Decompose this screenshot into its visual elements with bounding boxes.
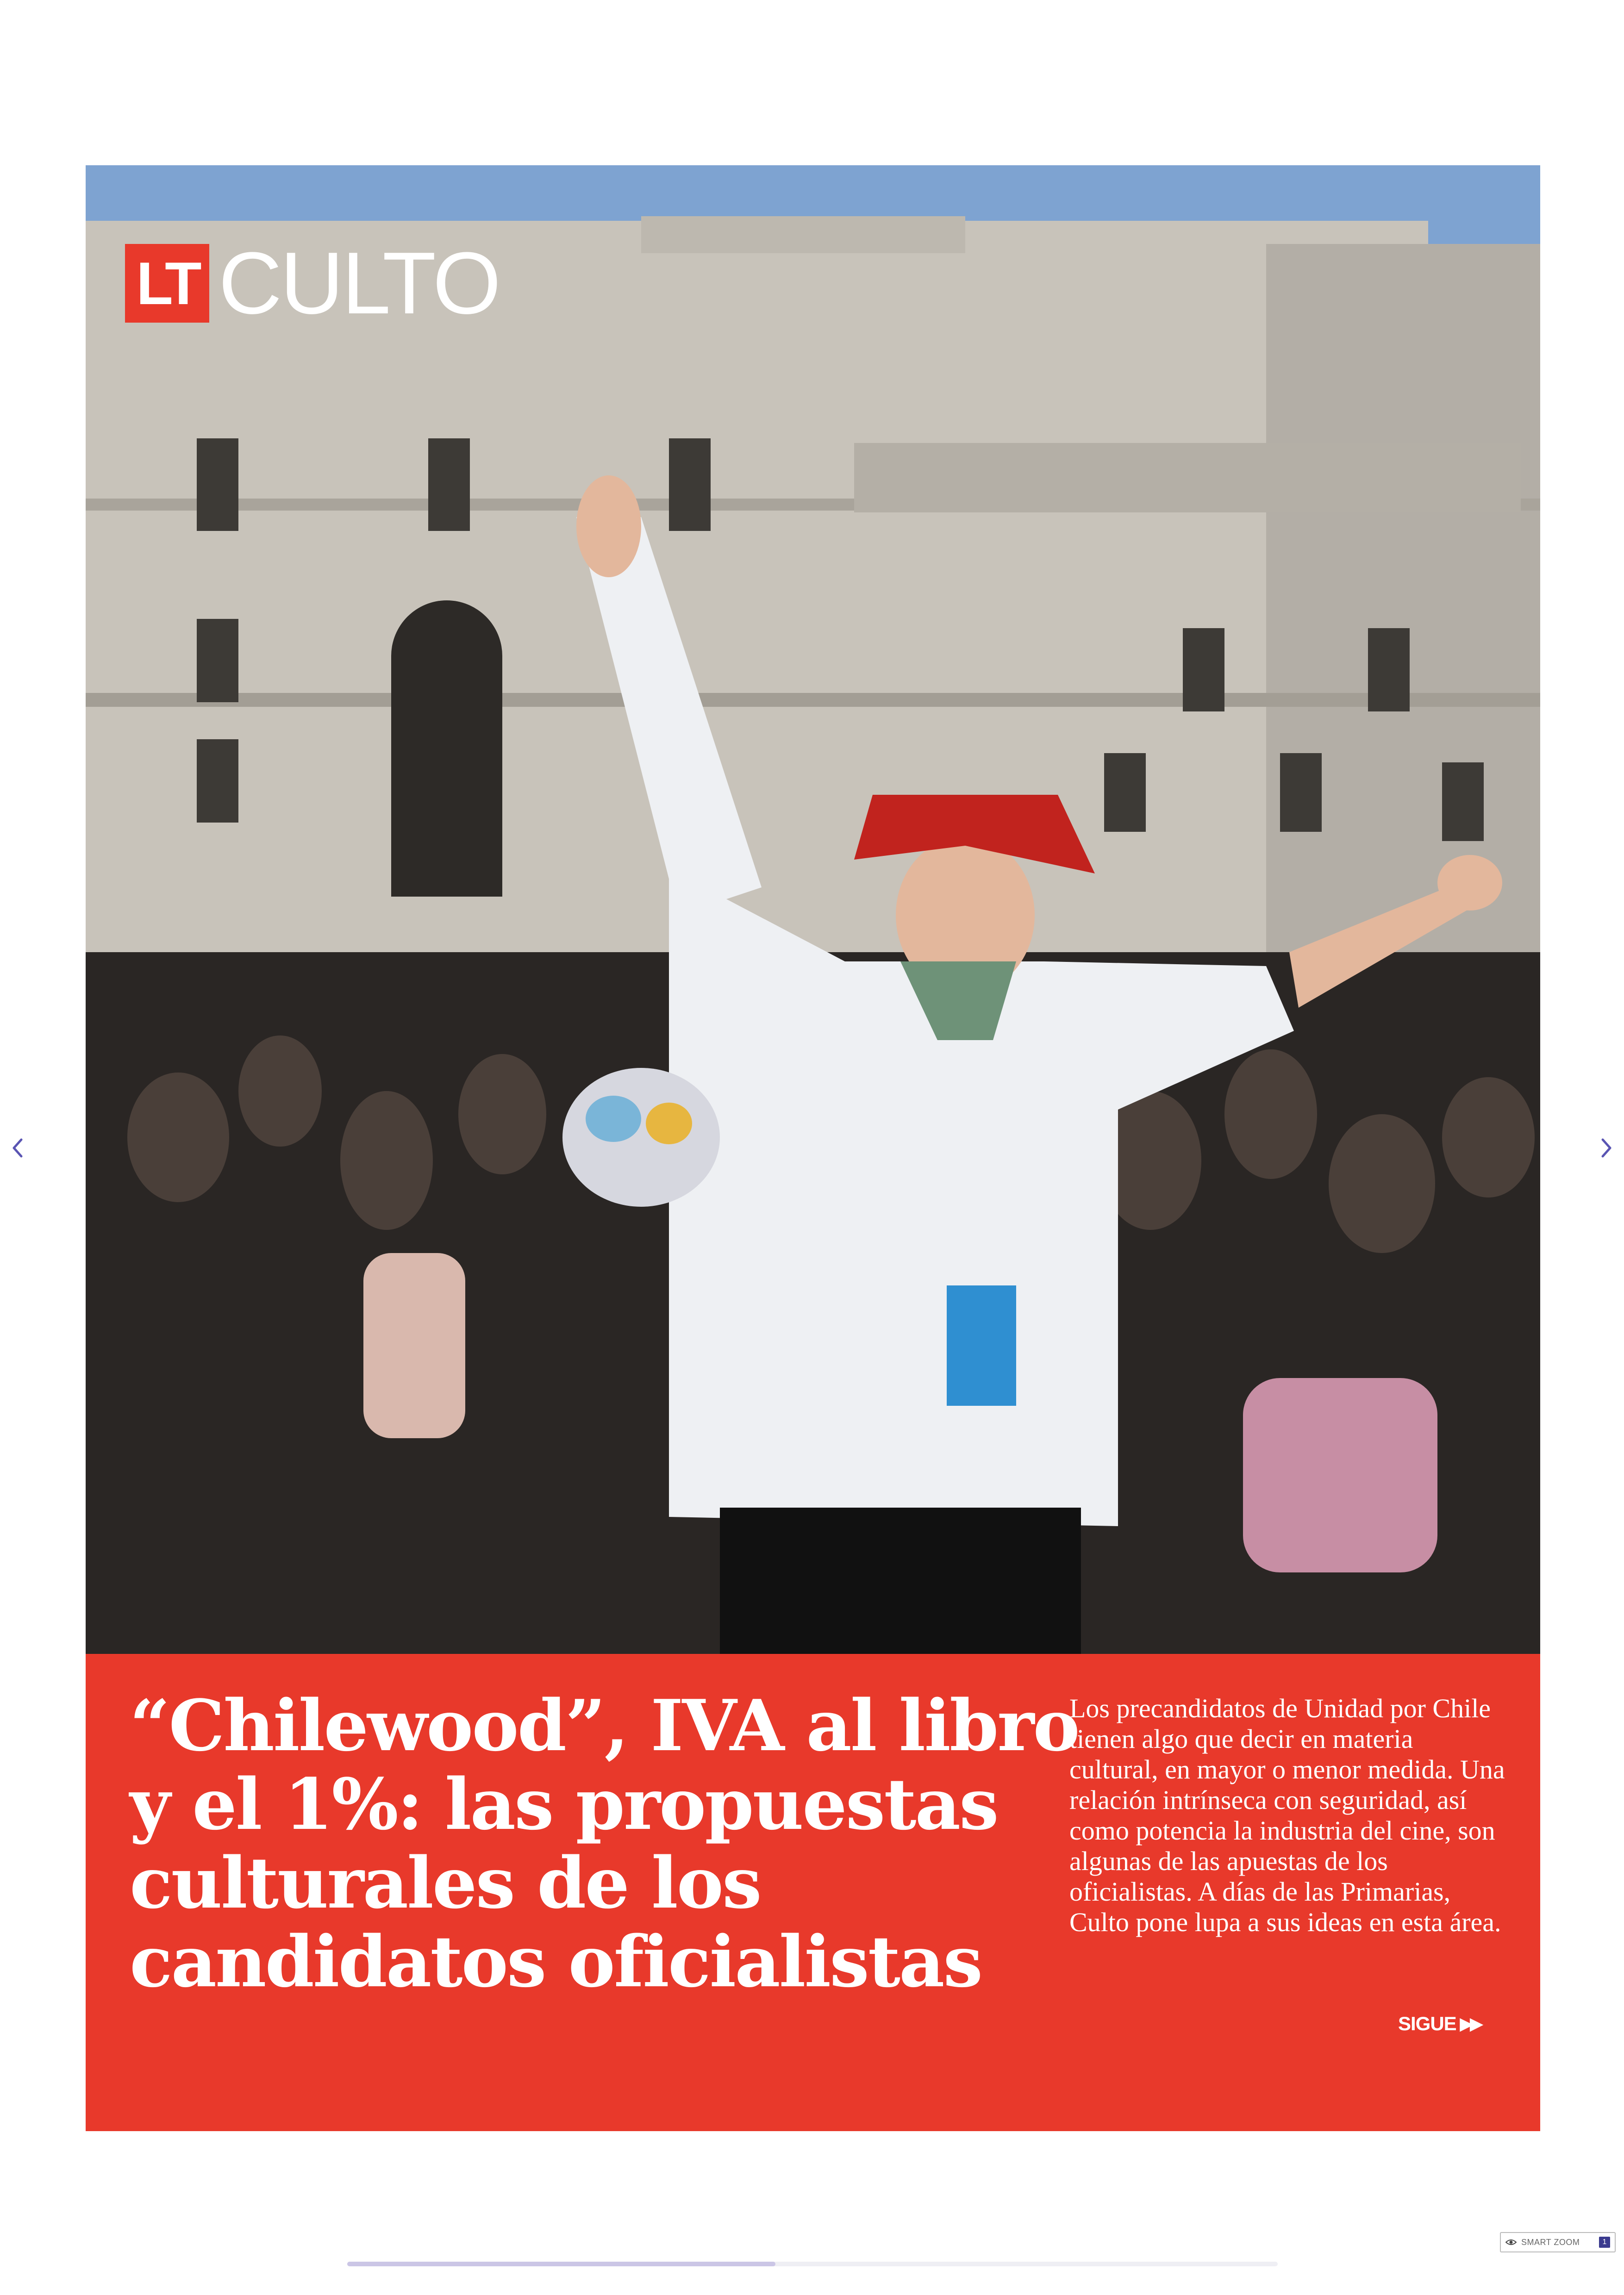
photo-illustration: [86, 165, 1540, 1654]
article-headline: “Chilewood”, IVA al libro y el 1%: las propuestas culturales de los candidatos oficialistas: [130, 1684, 1079, 2003]
continue-link[interactable]: [1398, 2013, 1480, 2035]
magazine-page: [86, 165, 1540, 2131]
double-play-arrow-icon: ▶▶: [1460, 2014, 1480, 2033]
reading-progress-fill: [347, 2262, 775, 2266]
cover-photo: [86, 165, 1540, 1654]
chevron-right-icon: [1597, 1134, 1616, 1162]
page-number-badge: 1: [1599, 2237, 1610, 2248]
smart-zoom-button[interactable]: [1500, 2232, 1616, 2252]
reading-progress-bar[interactable]: [347, 2262, 1278, 2266]
continue-label: SIGUE: [1398, 2013, 1456, 2034]
chevron-left-icon: [8, 1134, 27, 1162]
logo-section-name: CULTO: [219, 234, 500, 332]
logo-lt-badge: LT: [125, 244, 209, 323]
smart-zoom-label: SMART ZOOM: [1521, 2237, 1580, 2247]
headline-panel: [86, 1654, 1540, 2131]
eye-icon: [1505, 2239, 1517, 2246]
next-page-button[interactable]: [1593, 1129, 1620, 1166]
article-deck: Los precandidatos de Unidad por Chile tienen algo que decir en materia cultural, en mayor o menor medida. Una relación intrínseca con seguridad, así como potencia la industria del cine, son algunas de las apuestas de los oficialistas. A días de las Primarias, Culto pone lupa a sus ideas en esta área.: [1069, 1693, 1505, 1937]
culto-logo: [125, 234, 500, 332]
previous-page-button[interactable]: [4, 1129, 31, 1166]
